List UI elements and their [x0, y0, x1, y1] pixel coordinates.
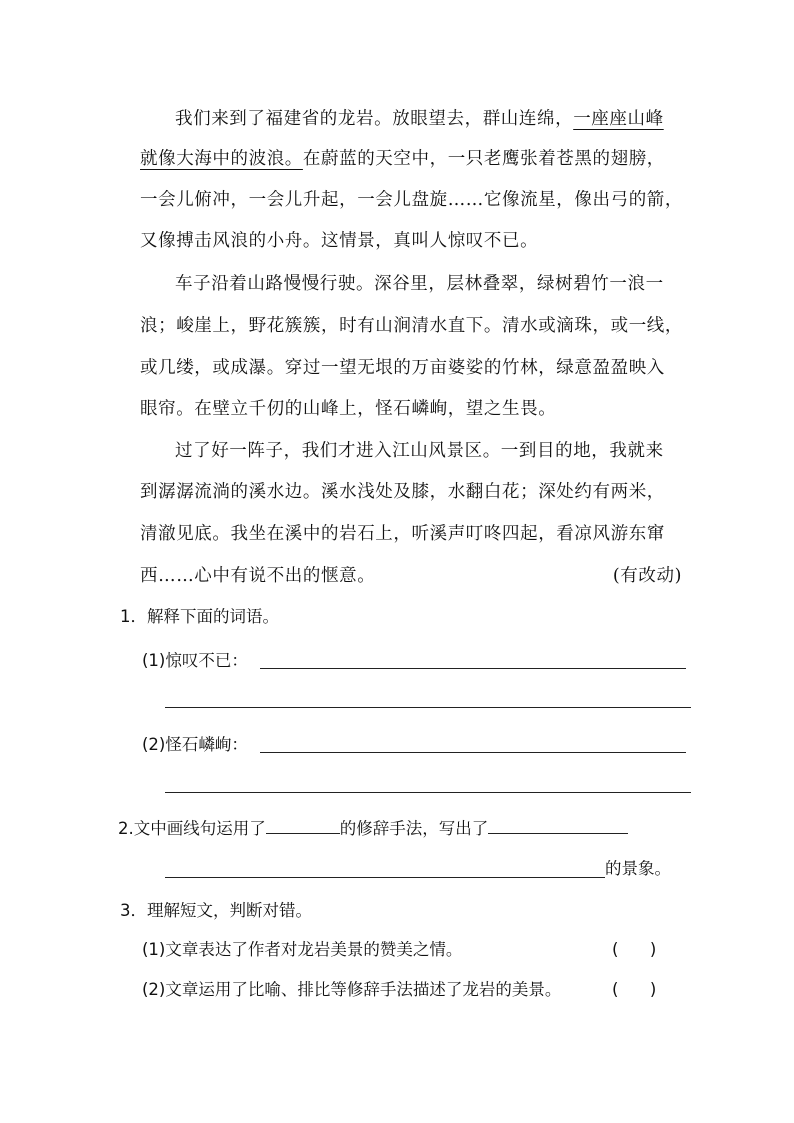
question-2-line-1: [118, 815, 628, 842]
question-1a-label: (1)惊叹不已：: [142, 651, 248, 670]
p3-line-1: 过了好一阵子，我们才进入江山风景区。一到目的地，我就来: [175, 441, 664, 461]
p2-line-2: 浪；峻崖上，野花簇簇，时有山涧清水直下。清水或滴珠，或一线，: [140, 316, 683, 336]
p1-line-1-text: 我们来到了福建省的龙岩。放眼望去，群山连绵，: [175, 109, 574, 129]
p2-line-4: 眼帘。在壁立千仞的山峰上，怪石嶙峋，望之生畏。: [140, 399, 557, 419]
scene-blank-2[interactable]: [165, 877, 605, 878]
underlined-sentence-part-1: 一座座山峰: [573, 109, 664, 129]
source-note: (有改动): [612, 566, 682, 586]
p2-line-1: 车子沿着山路慢慢行驶。深谷里，层林叠翠，绿树碧竹一浪一: [175, 274, 664, 294]
question-1-title: 1．解释下面的词语。: [120, 607, 279, 626]
p3-line-2: 到潺潺流淌的溪水边。溪水浅处及膝，水翻白花；深处约有两米，: [140, 482, 665, 502]
question-1a-answer-line-1[interactable]: [260, 668, 686, 669]
question-2-prompt-part-1: 2.文中画线句运用了: [118, 819, 266, 838]
p3-line-3: 清澈见底。我坐在溪中的岩石上，听溪声叮咚四起，看凉风游东窜: [140, 524, 665, 544]
underlined-sentence-part-2: 就像大海中的波浪。: [140, 149, 303, 169]
p1-line-4: 又像搏击风浪的小舟。这情景，真叫人惊叹不已。: [140, 231, 539, 251]
scene-blank-1[interactable]: [488, 815, 628, 834]
question-3b-answer-bracket[interactable]: ( ): [612, 980, 657, 999]
question-3b-statement: (2)文章运用了比喻、排比等修辞手法描述了龙岩的美景。: [142, 980, 562, 999]
question-2-prompt-part-2: 的修辞手法，写出了: [339, 819, 489, 838]
question-1b-answer-line-2[interactable]: [165, 792, 691, 793]
question-1b-label: (2)怪石嶙峋：: [142, 735, 248, 754]
p1-line-3: 一会儿俯冲，一会儿升起，一会儿盘旋……它像流星，像出弓的箭，: [140, 190, 683, 210]
p1-line-1: [175, 106, 680, 132]
question-3a-statement: (1)文章表达了作者对龙岩美景的赞美之情。: [142, 940, 463, 959]
p2-line-3: 或几缕，或成瀑。穿过一望无垠的万亩婆娑的竹林，绿意盈盈映入: [140, 358, 665, 378]
question-2-ending: 的景象。: [605, 859, 671, 878]
rhetoric-blank[interactable]: [266, 815, 340, 834]
p3-line-4: 西……心中有说不出的惬意。: [140, 566, 376, 586]
question-1a-answer-line-2[interactable]: [165, 707, 691, 708]
question-3-title: 3．理解短文，判断对错。: [120, 901, 312, 920]
question-1b-answer-line-1[interactable]: [260, 752, 686, 753]
question-3a-answer-bracket[interactable]: ( ): [612, 940, 657, 959]
p1-line-2: [140, 146, 680, 172]
p1-line-2-text: 在蔚蓝的天空中，一只老鹰张着苍黑的翅膀，: [302, 149, 665, 169]
